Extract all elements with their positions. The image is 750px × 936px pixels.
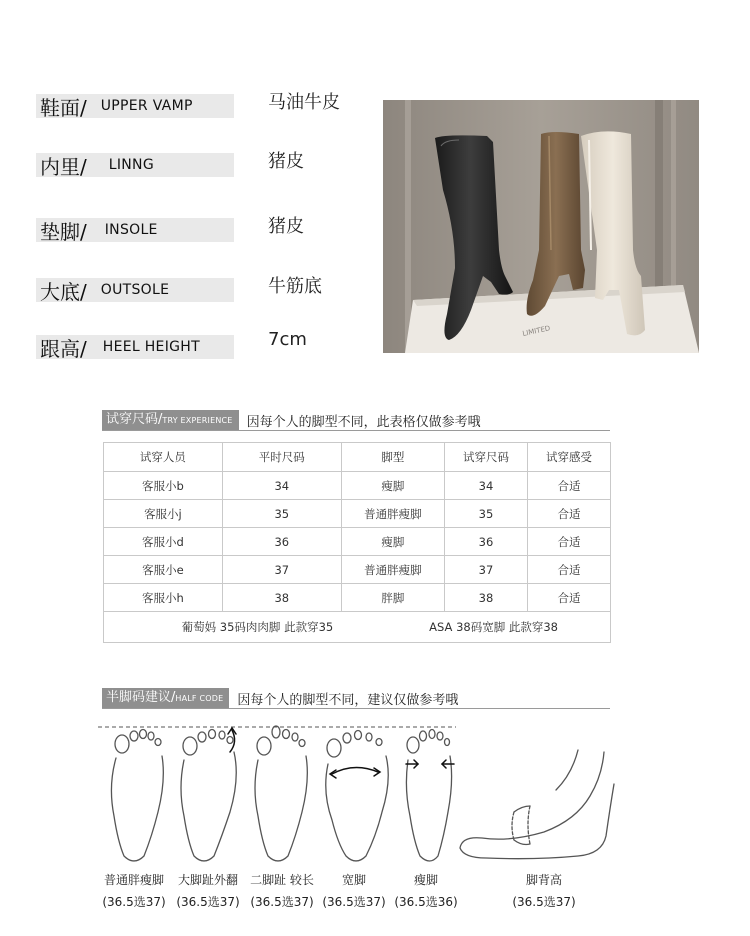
table-cell: 客服小d (104, 528, 223, 556)
foot-size-range: (36.5选37) (512, 895, 576, 909)
table-cell: 34 (444, 472, 527, 500)
spec-label (36, 335, 234, 359)
spec-en: OUTSOLE (100, 282, 170, 298)
table-header-cell: 脚型 (341, 443, 444, 472)
foot-caption: 普通胖瘦脚 (103, 873, 164, 887)
foot-wide-icon (326, 731, 389, 862)
table-cell: 34 (222, 472, 341, 500)
foot-caption: 瘦脚 (413, 873, 438, 887)
table-row (104, 584, 611, 612)
half-tag (102, 688, 229, 708)
table-row (104, 556, 611, 584)
foot-long-toe-icon (255, 726, 307, 861)
spec-cn: 内里/ (40, 154, 87, 179)
table-header-cell: 试穿人员 (104, 443, 223, 472)
table-cell: 合适 (527, 500, 610, 528)
spec-label (36, 94, 234, 118)
table-cell: 客服小j (104, 500, 223, 528)
foot-size-range: (36.5选36) (394, 895, 458, 909)
table-cell: 客服小b (104, 472, 223, 500)
table-row (104, 528, 611, 556)
trial-note: 因每个人的脚型不同，此表格仅做参考哦 (246, 414, 481, 430)
spec-cn: 大底/ (40, 279, 87, 304)
product-photo (383, 100, 699, 353)
half-section-header (102, 688, 458, 708)
table-cell: 客服小h (104, 584, 223, 612)
trial-section-header (102, 410, 481, 430)
half-note: 因每个人的脚型不同，建议仅做参考哦 (237, 692, 459, 708)
table-header-cell: 试穿尺码 (444, 443, 527, 472)
table-header-cell: 试穿感受 (527, 443, 610, 472)
foot-size-range: (36.5选37) (250, 895, 314, 909)
table-cell: 37 (444, 556, 527, 584)
trial-tag-label: 试穿尺码/ (106, 412, 163, 427)
table-footer-right: ASA 38码宽脚 此款穿38 (341, 612, 610, 643)
spec-cn: 跟高/ (40, 336, 87, 361)
table-row (104, 500, 611, 528)
foot-narrow-icon (406, 730, 454, 862)
half-tag-small: HALF CODE (175, 694, 224, 703)
spec-value: 7cm (268, 329, 307, 350)
half-tag-label: 半脚码建议/ (106, 690, 176, 705)
table-cell: 合适 (527, 472, 610, 500)
trial-divider (102, 430, 610, 431)
table-cell: 37 (222, 556, 341, 584)
foot-caption: 宽脚 (341, 873, 366, 887)
foot-normal-icon (111, 730, 163, 862)
table-cell: 客服小e (104, 556, 223, 584)
table-cell: 合适 (527, 528, 610, 556)
foot-caption: 二脚趾 较长 (250, 873, 314, 887)
trial-tag-small: TRY EXPERIENCE (162, 416, 233, 425)
foot-bunion-icon (181, 728, 236, 861)
half-divider (102, 708, 610, 709)
table-cell: 普通胖瘦脚 (341, 500, 444, 528)
table-cell: 35 (222, 500, 341, 528)
table-cell: 35 (444, 500, 527, 528)
table-cell: 36 (444, 528, 527, 556)
spec-value: 猪皮 (268, 216, 304, 237)
trial-tag (102, 410, 239, 430)
table-cell: 普通胖瘦脚 (341, 556, 444, 584)
feet-illustrations (96, 716, 616, 866)
table-header-row (104, 443, 611, 472)
spec-label (36, 278, 234, 302)
table-footer-row (104, 612, 611, 643)
spec-en: INSOLE (104, 222, 158, 238)
spec-value: 马油牛皮 (268, 92, 340, 113)
spec-en: HEEL HEIGHT (102, 339, 200, 355)
foot-high-instep-icon (460, 750, 614, 859)
table-header-cell: 平时尺码 (222, 443, 341, 472)
table-cell: 瘦脚 (341, 472, 444, 500)
table-cell: 胖脚 (341, 584, 444, 612)
spec-value: 牛筋底 (268, 276, 322, 297)
spec-label (36, 218, 234, 242)
foot-size-range: (36.5选37) (322, 895, 386, 909)
trial-size-table (103, 442, 611, 643)
table-footer-left: 葡萄妈 35码肉肉脚 此款穿35 (104, 612, 342, 643)
table-cell: 36 (222, 528, 341, 556)
foot-caption: 大脚趾外翻 (177, 873, 238, 887)
spec-cn: 垫脚/ (40, 219, 87, 244)
spec-en: LINNG (108, 157, 154, 173)
boots-illustration (383, 100, 699, 353)
foot-size-range: (36.5选37) (176, 895, 240, 909)
spec-value: 猪皮 (268, 151, 304, 172)
table-cell: 38 (444, 584, 527, 612)
foot-caption: 脚背高 (525, 873, 562, 887)
spec-en: UPPER VAMP (100, 98, 193, 114)
spec-label (36, 153, 234, 177)
table-cell: 合适 (527, 584, 610, 612)
table-cell: 瘦脚 (341, 528, 444, 556)
spec-cn: 鞋面/ (40, 95, 87, 120)
table-row (104, 472, 611, 500)
table-cell: 38 (222, 584, 341, 612)
box-brand-text: LIMITED (521, 324, 551, 338)
foot-size-range: (36.5选37) (102, 895, 166, 909)
table-cell: 合适 (527, 556, 610, 584)
